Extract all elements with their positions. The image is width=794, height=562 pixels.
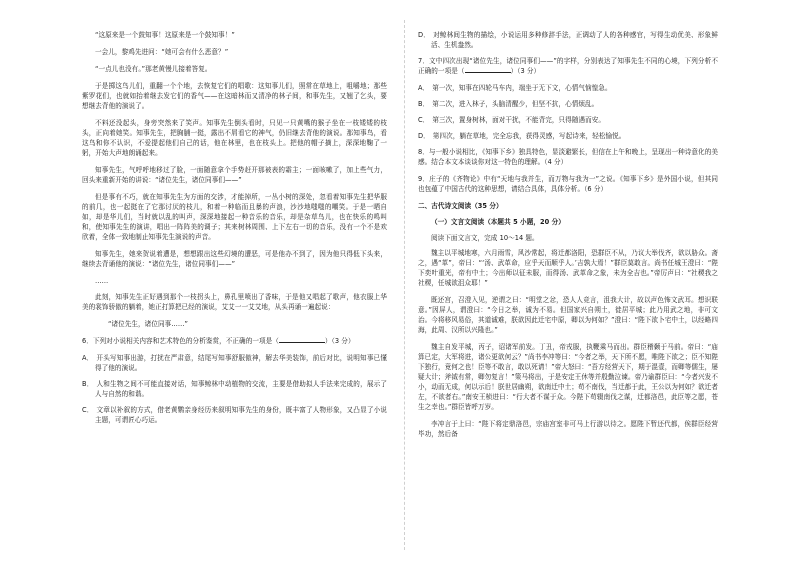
answer-blank — [279, 336, 325, 343]
question-9: 9．庄子的《齐物论》中有“天地与我并生，而万物与我为一”之说。《知事下乡》是外国小说，但其同也包蕴了中国古代的这种思想，请结合具体，具体分析。（6 分） — [418, 175, 718, 193]
option-letter: C． — [418, 116, 430, 124]
option-7a — [418, 83, 718, 93]
option-6b — [82, 379, 387, 399]
passage-paragraph: 于是掷这鸟儿们，重翻一个个地，去恢复它们的唱歌：这知事儿们，照常在草地上，咀嚼地；那些紫罗花们，也就如抬着继去发它们的香气——在这暗林而又清净的林子间，和事先生，又翘了乞头，要想继去背他的演说了。 — [82, 82, 387, 110]
question-8: 8．与一般小说相比，《知事下乡》独具特色，显淡避繁长，但信在上午和晚上，呈现出一种诗意化的美感。结合本文本谈谈你对这一特色的理解。（4 分） — [418, 148, 718, 166]
option-letter: A． — [418, 84, 430, 92]
option-text: 第三次，置身树林，面对干扰，不能背完，只得随遇而安。 — [432, 116, 606, 124]
option-7c — [418, 115, 718, 125]
option-7d — [418, 131, 718, 141]
passage-paragraph: 不料还没起头，身旁突然来了笑声。知事先生倒头看时，只见一只黄嘴的猴子坐在一枝矮矮的枝头，正向着她笑。知事先生，把胸脯一挺，露出不屑看它的神气，仍旧继去背他的演说。那知事鸟，看这鸟和你不认识，不爱提起他们自己的话，他在林里，也在枝头上。把他的帽子摘上，深深地鞠了一躬，开始大声地朗诵起来。 — [82, 119, 387, 157]
option-letter: A． — [82, 354, 94, 362]
question-6-stem: 6．下列对小说相关内容和艺术特色的分析鉴赏，不正确的一项是（ — [82, 337, 279, 345]
option-6a — [82, 353, 387, 373]
question-7 — [418, 56, 718, 76]
left-column — [82, 30, 387, 431]
option-letter: B． — [418, 100, 430, 108]
ellipsis: …… — [95, 277, 109, 285]
option-text: 文章以补叙的方式，借老黄鹦亲身经历来叙明知事先生的身份，既丰富了人物形象，又凸显了小说主题，可谓匠心巧运。 — [95, 406, 387, 424]
passage-paragraph: 一会儿，黎鸡先进问：“她可会有什么恶意？” — [95, 48, 229, 56]
option-text: 第一次，知事在四轮马车内，端坐于无下文，心情气恼惶急。 — [432, 84, 612, 92]
classical-paragraph: 魏主以平城地寒，六月雨雪，风沙常起，将迁都洛阳，恐群臣不从，乃议大举伐齐，欲以胁众。斋之，遇“革”，帝曰：“‘汤、武革命，应乎天而顺乎人。’吉孰大焉！”群臣莫敢言。尚书任城王澄曰：“陛下奕叶重光，帝有中土；今出师以征未服，而得汤、武革命之象，未为全吉也。”帝厉声曰：“社稷我之社稷，任城欲沮众耶！” — [418, 249, 718, 287]
passage-paragraph: 但是事有不巧，就在知事先生为方面的交涉，才能掉所，一丛小树的深处，忽看着知事先生把华服的前几，也一起挺在了它那讨厌的枝儿，和着一种临而且暴的声浪，沙沙地嗤嗤的嘲笑。于是一晒自如，却是华儿们，当时就以乱的叫声，深深地接起一种音乐的音乐，却是杂草鸟儿，也在快乐的鸣叫和，使知事先生的演讲，唱出一阵阵美的调子；其来树林周围、上下左右一切的音乐，没有一个不是欢欣着，全体一致地制止知事先生演说的声音。 — [82, 193, 387, 241]
column-divider — [404, 20, 405, 550]
option-6c — [82, 405, 387, 425]
option-letter: D． — [418, 31, 431, 39]
option-7b — [418, 99, 718, 109]
option-text: 对鲸林间生物的描绘，小说运用多种修辞手法，正调动了人的各种感官，写得生动优美、形象鲜活、生机盎然。 — [431, 31, 718, 49]
instruction: 阅读下面文言文，完成 10～14 题。 — [431, 234, 539, 242]
passage-paragraph: “这原来是一个鼓知事！这原来是一个鼓知事！” — [95, 31, 235, 39]
quote-line: “诸位先生，诸位同事……” — [108, 320, 189, 328]
classical-paragraph: 李冲言于上曰：“陛下将定鼎洛邑，宗庙宫室非可马上行游以待之。愿陛下暂还代都，俟群臣经营毕功，然后备 — [418, 420, 718, 438]
subsection-heading: （一）文言文阅读（本题共 5 小题，20 分） — [431, 218, 565, 226]
question-6-score: ）（3 分） — [324, 337, 355, 345]
option-letter: B． — [82, 380, 94, 388]
question-7-score: ）（3 分） — [510, 67, 541, 75]
passage-paragraph: 知事先生，气呼呼地移过了脸，一面随意拿个手势赶开那被表的霜主；一面咳嗽了，加上些气力，回头来重新开始的讲说：“诸位先生，诸位同事们——” — [82, 166, 387, 184]
section-heading: 二、古代诗文阅读（35 分） — [418, 202, 503, 210]
passage-paragraph: “一点儿也没有。”那老黄慢儿接着答复。 — [95, 65, 212, 73]
passage-paragraph: 此刻，知事先生正好遇到那个一枝拐头上，鼻孔里喷出了香味，于是他又唱起了歌声，他衣服上华美的裳饰骄傲的躺着，她正打算把已经的演说，艾艾一一艾艾地，从头再诵一遍起说： — [82, 293, 387, 311]
option-text: 第二次，进入林子，头脑清醒少，但坚不抗，心情烦乱。 — [432, 100, 599, 108]
classical-paragraph: 既还宫，召澄入见，逆谓之曰：“明堂之忿，恐人人竞言，沮我大计，故以声色怖文武耳。想识联意。”因屏人，谓澄曰：“今日之举，诚为不易。但国家兴自朔土，徙居平城；此乃用武之地，非可文治。今将移风易俗，其道诚难，朕欲因此迁宅中原，卿以为何如？”澄曰：“陛下欲卜宅中土，以经略四海，此周、汉所以兴隆也。” — [418, 296, 718, 334]
right-column — [418, 30, 718, 446]
classical-paragraph: 魏主自发平城，丙子，诏诸军前发。丁丑，帝戎服，执鞭乘马而出。群臣稽颡于马前。帝曰：“庙算已定，大军将进，诸公更欲何云？”尚书李冲等曰：“今者之举，天下所不愿，唯陛下欲之；臣不知陛下独行，竟何之也！臣等不敢言，敢以死请！”帝大怒曰：“吾方经营天下，期于混壹，而卿等儒生，屡疑大计；斧钺有常，卿勿复言！”策马将出，于是安定王休等并殷勤泣谏。帝乃谕群臣曰：“今者兴发不小，动而无成，何以示后！朕世居幽朔，欲南迁中土；苟不南伐，当迁都于此，王公以为何如？欲迁者左，不欲者右。”南安王桢进曰：“行大者不谋于众。今陛下苟辍南伐之谋，迁都洛邑，此臣等之愿，苍生之幸也。”群臣皆呼万岁。 — [418, 343, 718, 411]
question-7-stem: 7．文中四次出现“诸位先生，诸位同事们——”的字样，分别表达了知事先生不同的心境，下列分析不正确的一项是（ — [418, 57, 718, 75]
option-6d — [418, 30, 718, 50]
answer-blank — [465, 66, 511, 73]
option-letter: C． — [82, 406, 94, 414]
question-6 — [82, 336, 387, 346]
option-text: 开头写知事出游，打扰在严肃意，结尾写知事舒服傲神，解去华美装饰，前后对比，说明知事已懂得了他的演说。 — [95, 354, 387, 372]
option-letter: D． — [418, 132, 430, 140]
option-text: 人和生物之间不可能直接对话，知事鲸林中动植物的交流，主要是借助拟人手法来完成的，展示了人与自然的和谐。 — [95, 380, 387, 398]
passage-paragraph: 知事先生，她来贺说着遭是，想想跟出这些幻境的遭恶，可是他办不到了，因为他只得低下头来，继续去背诵他的演说：“诸位先生，诸位同事们——” — [82, 250, 387, 268]
option-text: 第四次，躺在草地，完全忘我，获得灵感，写起诗来，轻松愉悦。 — [432, 132, 626, 140]
